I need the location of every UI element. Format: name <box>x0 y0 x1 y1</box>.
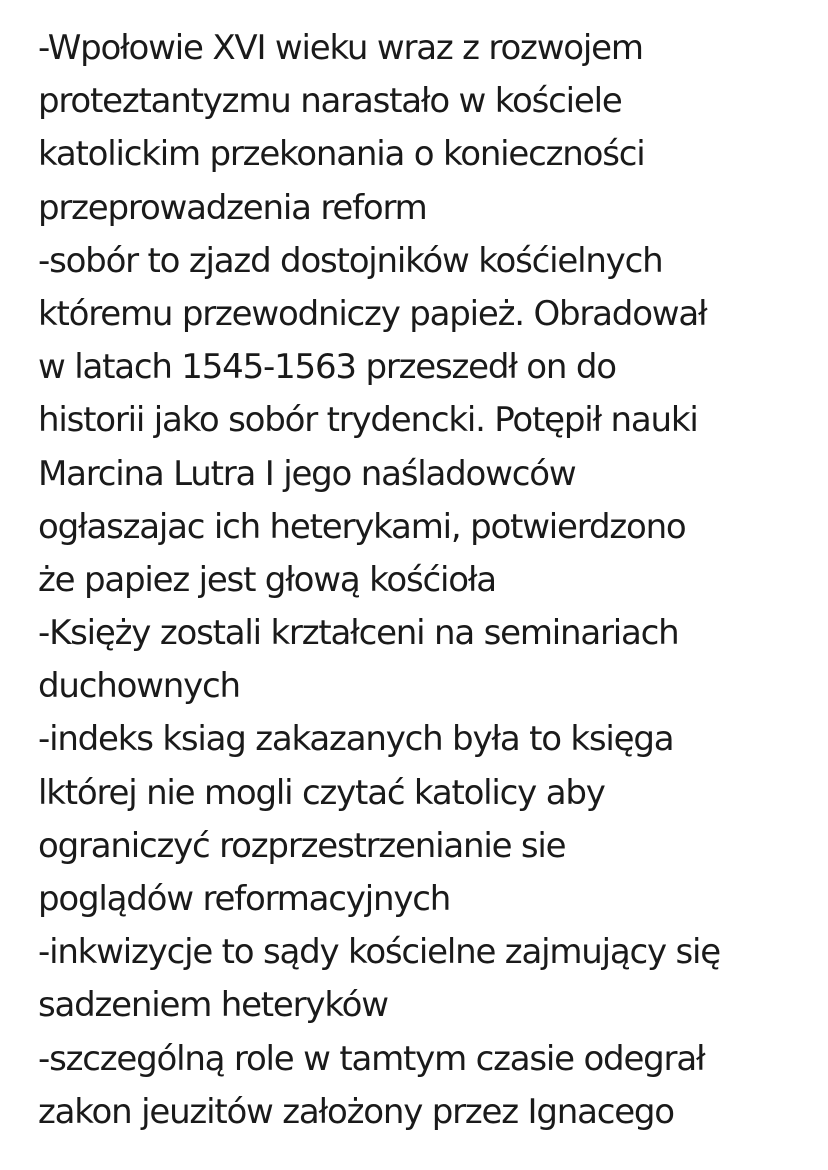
note-line: -sobór to zjazd dostojników kośćielnych <box>38 240 663 281</box>
note-line: -inkwizycje to sądy kościelne zajmujący się <box>38 932 720 973</box>
note-line: że papiez jest głową kośćioła <box>38 559 496 600</box>
note-line: katolickim przekonania o konieczności <box>38 134 645 175</box>
note-line: któremu przewodniczy papież. Obradował <box>38 293 707 334</box>
note-line: sadzeniem heteryków <box>38 985 388 1026</box>
note-line: -Wpołowie XVI wieku wraz z rozwojem <box>38 28 643 68</box>
note-text <box>38 22 818 1139</box>
note-line: przeprowadzenia reform <box>38 187 427 228</box>
note-line: -Księży zostali krztałceni na seminariach <box>38 613 679 654</box>
note-line: ograniczyć rozprzestrzenianie sie <box>38 825 566 866</box>
note-line: historii jako sobór trydencki. Potępił nauki <box>38 400 698 441</box>
note-line: lktórej nie mogli czytać katolicy aby <box>38 772 605 813</box>
note-line: zakon jeuzitów założony przez Ignacego <box>38 1091 674 1132</box>
note-line: duchownych <box>38 666 240 707</box>
note-line: ogłaszajac ich heterykami, potwierdzono <box>38 506 686 547</box>
note-line: w latach 1545-1563 przeszedł on do <box>38 347 616 388</box>
note-line: -indeks ksiag zakazanych była to księga <box>38 719 674 760</box>
note-line: -szczególną role w tamtym czasie odegrał <box>38 1038 705 1079</box>
note-line: poglądów reformacyjnych <box>38 879 451 919</box>
note-line: proteztantyzmu narastało w kościele <box>38 81 622 122</box>
note-line: Marcina Lutra I jego naśladowców <box>38 453 576 494</box>
